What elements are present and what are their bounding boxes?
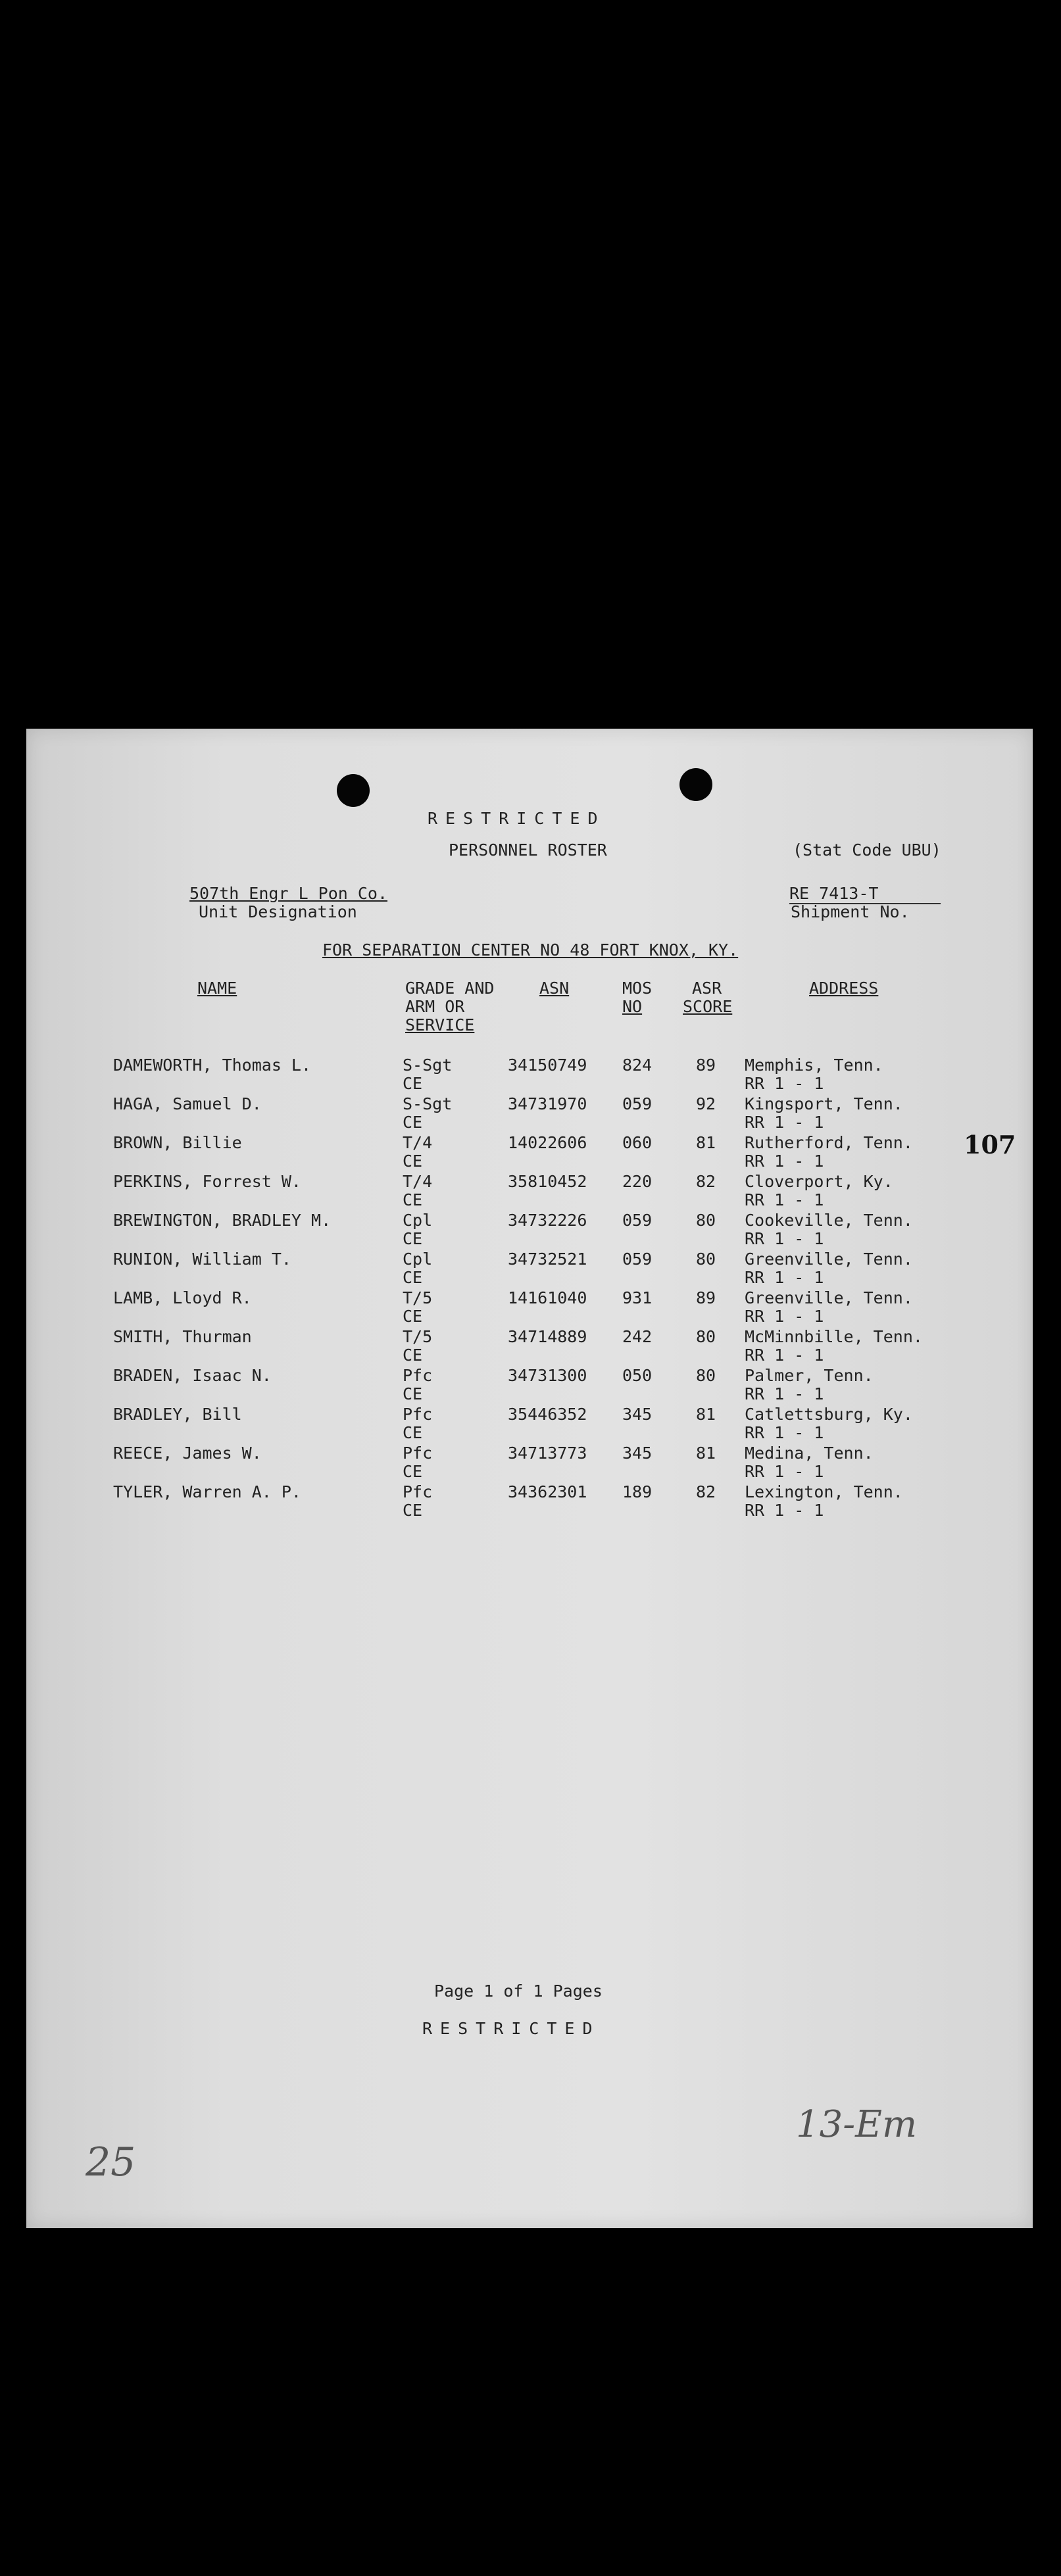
row-arm: CE: [403, 1074, 423, 1093]
row-city: Memphis, Tenn.: [745, 1056, 883, 1075]
row-city: Catlettsburg, Ky.: [745, 1405, 913, 1424]
row-asr: 89: [696, 1056, 716, 1075]
row-name: HAGA, Samuel D.: [113, 1094, 262, 1113]
stat-code: (Stat Code UBU): [793, 840, 941, 860]
row-route: RR 1 - 1: [745, 1152, 824, 1171]
row-asn: 34714889: [508, 1327, 587, 1346]
row-arm: CE: [403, 1462, 423, 1481]
row-name: SMITH, Thurman: [113, 1327, 252, 1346]
row-grade: T/4: [403, 1172, 433, 1191]
row-asr: 80: [696, 1327, 716, 1346]
row-city: Rutherford, Tenn.: [745, 1133, 913, 1152]
row-grade: T/5: [403, 1327, 433, 1346]
roster-title: PERSONNEL ROSTER: [449, 840, 607, 860]
row-arm: CE: [403, 1190, 423, 1209]
row-route: RR 1 - 1: [745, 1229, 824, 1248]
row-mos: 931: [622, 1288, 653, 1307]
col-header-asn: ASN: [539, 979, 570, 998]
row-grade: Pfc: [403, 1444, 433, 1463]
row-route: RR 1 - 1: [745, 1501, 824, 1520]
row-asn: 34731300: [508, 1366, 587, 1385]
row-grade: Cpl: [403, 1250, 433, 1269]
row-route: RR 1 - 1: [745, 1268, 824, 1287]
row-name: REECE, James W.: [113, 1444, 262, 1463]
row-mos: 060: [622, 1133, 653, 1152]
row-asn: 35810452: [508, 1172, 587, 1191]
row-grade: Pfc: [403, 1482, 433, 1501]
page-number-stamp: 107: [964, 1130, 1016, 1159]
page-info: Page 1 of 1 Pages: [434, 1981, 603, 2001]
roster-page: [26, 729, 1033, 2228]
row-asn: 34362301: [508, 1482, 587, 1501]
row-route: RR 1 - 1: [745, 1423, 824, 1442]
row-grade: Pfc: [403, 1405, 433, 1424]
row-grade: S-Sgt: [403, 1094, 453, 1113]
row-city: Medina, Tenn.: [745, 1444, 874, 1463]
row-city: Lexington, Tenn.: [745, 1482, 903, 1501]
handwritten-note-left: 25: [86, 2139, 136, 2185]
row-mos: 242: [622, 1327, 653, 1346]
row-route: RR 1 - 1: [745, 1384, 824, 1403]
row-arm: CE: [403, 1423, 423, 1442]
col-header-mos-1: MOS: [622, 979, 653, 998]
row-route: RR 1 - 1: [745, 1462, 824, 1481]
row-mos: 345: [622, 1444, 653, 1463]
row-asn: 34731970: [508, 1094, 587, 1113]
restricted-footer: RESTRICTED: [422, 2019, 601, 2038]
row-grade: T/5: [403, 1288, 433, 1307]
row-city: Palmer, Tenn.: [745, 1366, 874, 1385]
row-name: LAMB, Lloyd R.: [113, 1288, 252, 1307]
row-mos: 220: [622, 1172, 653, 1191]
col-header-address: ADDRESS: [809, 979, 879, 998]
row-arm: CE: [403, 1268, 423, 1287]
row-name: TYLER, Warren A. P.: [113, 1482, 301, 1501]
row-arm: CE: [403, 1501, 423, 1520]
handwritten-note-right: 13-Em: [796, 2103, 918, 2146]
row-name: BREWINGTON, BRADLEY M.: [113, 1211, 332, 1230]
shipment-number-value: RE 7413-T: [789, 884, 941, 904]
row-mos: 059: [622, 1250, 653, 1269]
row-arm: CE: [403, 1113, 423, 1132]
row-grade: S-Sgt: [403, 1056, 453, 1075]
row-grade: Pfc: [403, 1366, 433, 1385]
row-asr: 80: [696, 1250, 716, 1269]
row-asn: 14022606: [508, 1133, 587, 1152]
separation-center: FOR SEPARATION CENTER NO 48 FORT KNOX, KY.: [322, 940, 739, 960]
row-asr: 89: [696, 1288, 716, 1307]
row-asn: 35446352: [508, 1405, 587, 1424]
col-header-asr-1: ASR: [692, 979, 722, 998]
col-header-grade-2: ARM OR: [405, 997, 465, 1016]
punch-hole-right: [679, 768, 712, 801]
col-header-asr-2: SCORE: [683, 997, 733, 1016]
row-grade: Cpl: [403, 1211, 433, 1230]
row-arm: CE: [403, 1152, 423, 1171]
row-asr: 82: [696, 1172, 716, 1191]
row-route: RR 1 - 1: [745, 1074, 824, 1093]
col-header-name: NAME: [197, 979, 237, 998]
restricted-header: RESTRICTED: [428, 809, 606, 828]
row-asn: 34732521: [508, 1250, 587, 1269]
row-route: RR 1 - 1: [745, 1190, 824, 1209]
row-asr: 81: [696, 1405, 716, 1424]
row-mos: 345: [622, 1405, 653, 1424]
row-asr: 81: [696, 1444, 716, 1463]
unit-designation-value: 507th Engr L Pon Co.: [189, 884, 388, 903]
row-city: Cookeville, Tenn.: [745, 1211, 913, 1230]
shipment-number-label: Shipment No.: [791, 902, 910, 921]
row-name: BRADEN, Isaac N.: [113, 1366, 272, 1385]
row-city: Greenville, Tenn.: [745, 1288, 913, 1307]
row-city: McMinnbille, Tenn.: [745, 1327, 923, 1346]
col-header-grade-3: SERVICE: [405, 1015, 475, 1034]
row-name: RUNION, William T.: [113, 1250, 291, 1269]
row-mos: 189: [622, 1482, 653, 1501]
unit-designation-label: Unit Designation: [199, 902, 357, 921]
row-name: PERKINS, Forrest W.: [113, 1172, 301, 1191]
row-asr: 80: [696, 1366, 716, 1385]
row-arm: CE: [403, 1307, 423, 1326]
row-asr: 81: [696, 1133, 716, 1152]
row-asr: 80: [696, 1211, 716, 1230]
row-asr: 92: [696, 1094, 716, 1113]
row-grade: T/4: [403, 1133, 433, 1152]
row-asn: 34150749: [508, 1056, 587, 1075]
row-arm: CE: [403, 1384, 423, 1403]
row-mos: 059: [622, 1211, 653, 1230]
row-mos: 059: [622, 1094, 653, 1113]
punch-hole-left: [337, 774, 370, 807]
col-header-grade-1: GRADE AND: [405, 979, 495, 998]
row-asn: 34713773: [508, 1444, 587, 1463]
row-asn: 14161040: [508, 1288, 587, 1307]
row-route: RR 1 - 1: [745, 1307, 824, 1326]
row-city: Cloverport, Ky.: [745, 1172, 893, 1191]
row-mos: 050: [622, 1366, 653, 1385]
row-name: BRADLEY, Bill: [113, 1405, 242, 1424]
row-route: RR 1 - 1: [745, 1113, 824, 1132]
row-route: RR 1 - 1: [745, 1346, 824, 1365]
col-header-mos-2: NO: [622, 997, 643, 1016]
row-city: Greenville, Tenn.: [745, 1250, 913, 1269]
row-name: DAMEWORTH, Thomas L.: [113, 1056, 312, 1075]
row-mos: 824: [622, 1056, 653, 1075]
row-asn: 34732226: [508, 1211, 587, 1230]
row-city: Kingsport, Tenn.: [745, 1094, 903, 1113]
row-arm: CE: [403, 1229, 423, 1248]
row-asr: 82: [696, 1482, 716, 1501]
row-name: BROWN, Billie: [113, 1133, 242, 1152]
row-arm: CE: [403, 1346, 423, 1365]
